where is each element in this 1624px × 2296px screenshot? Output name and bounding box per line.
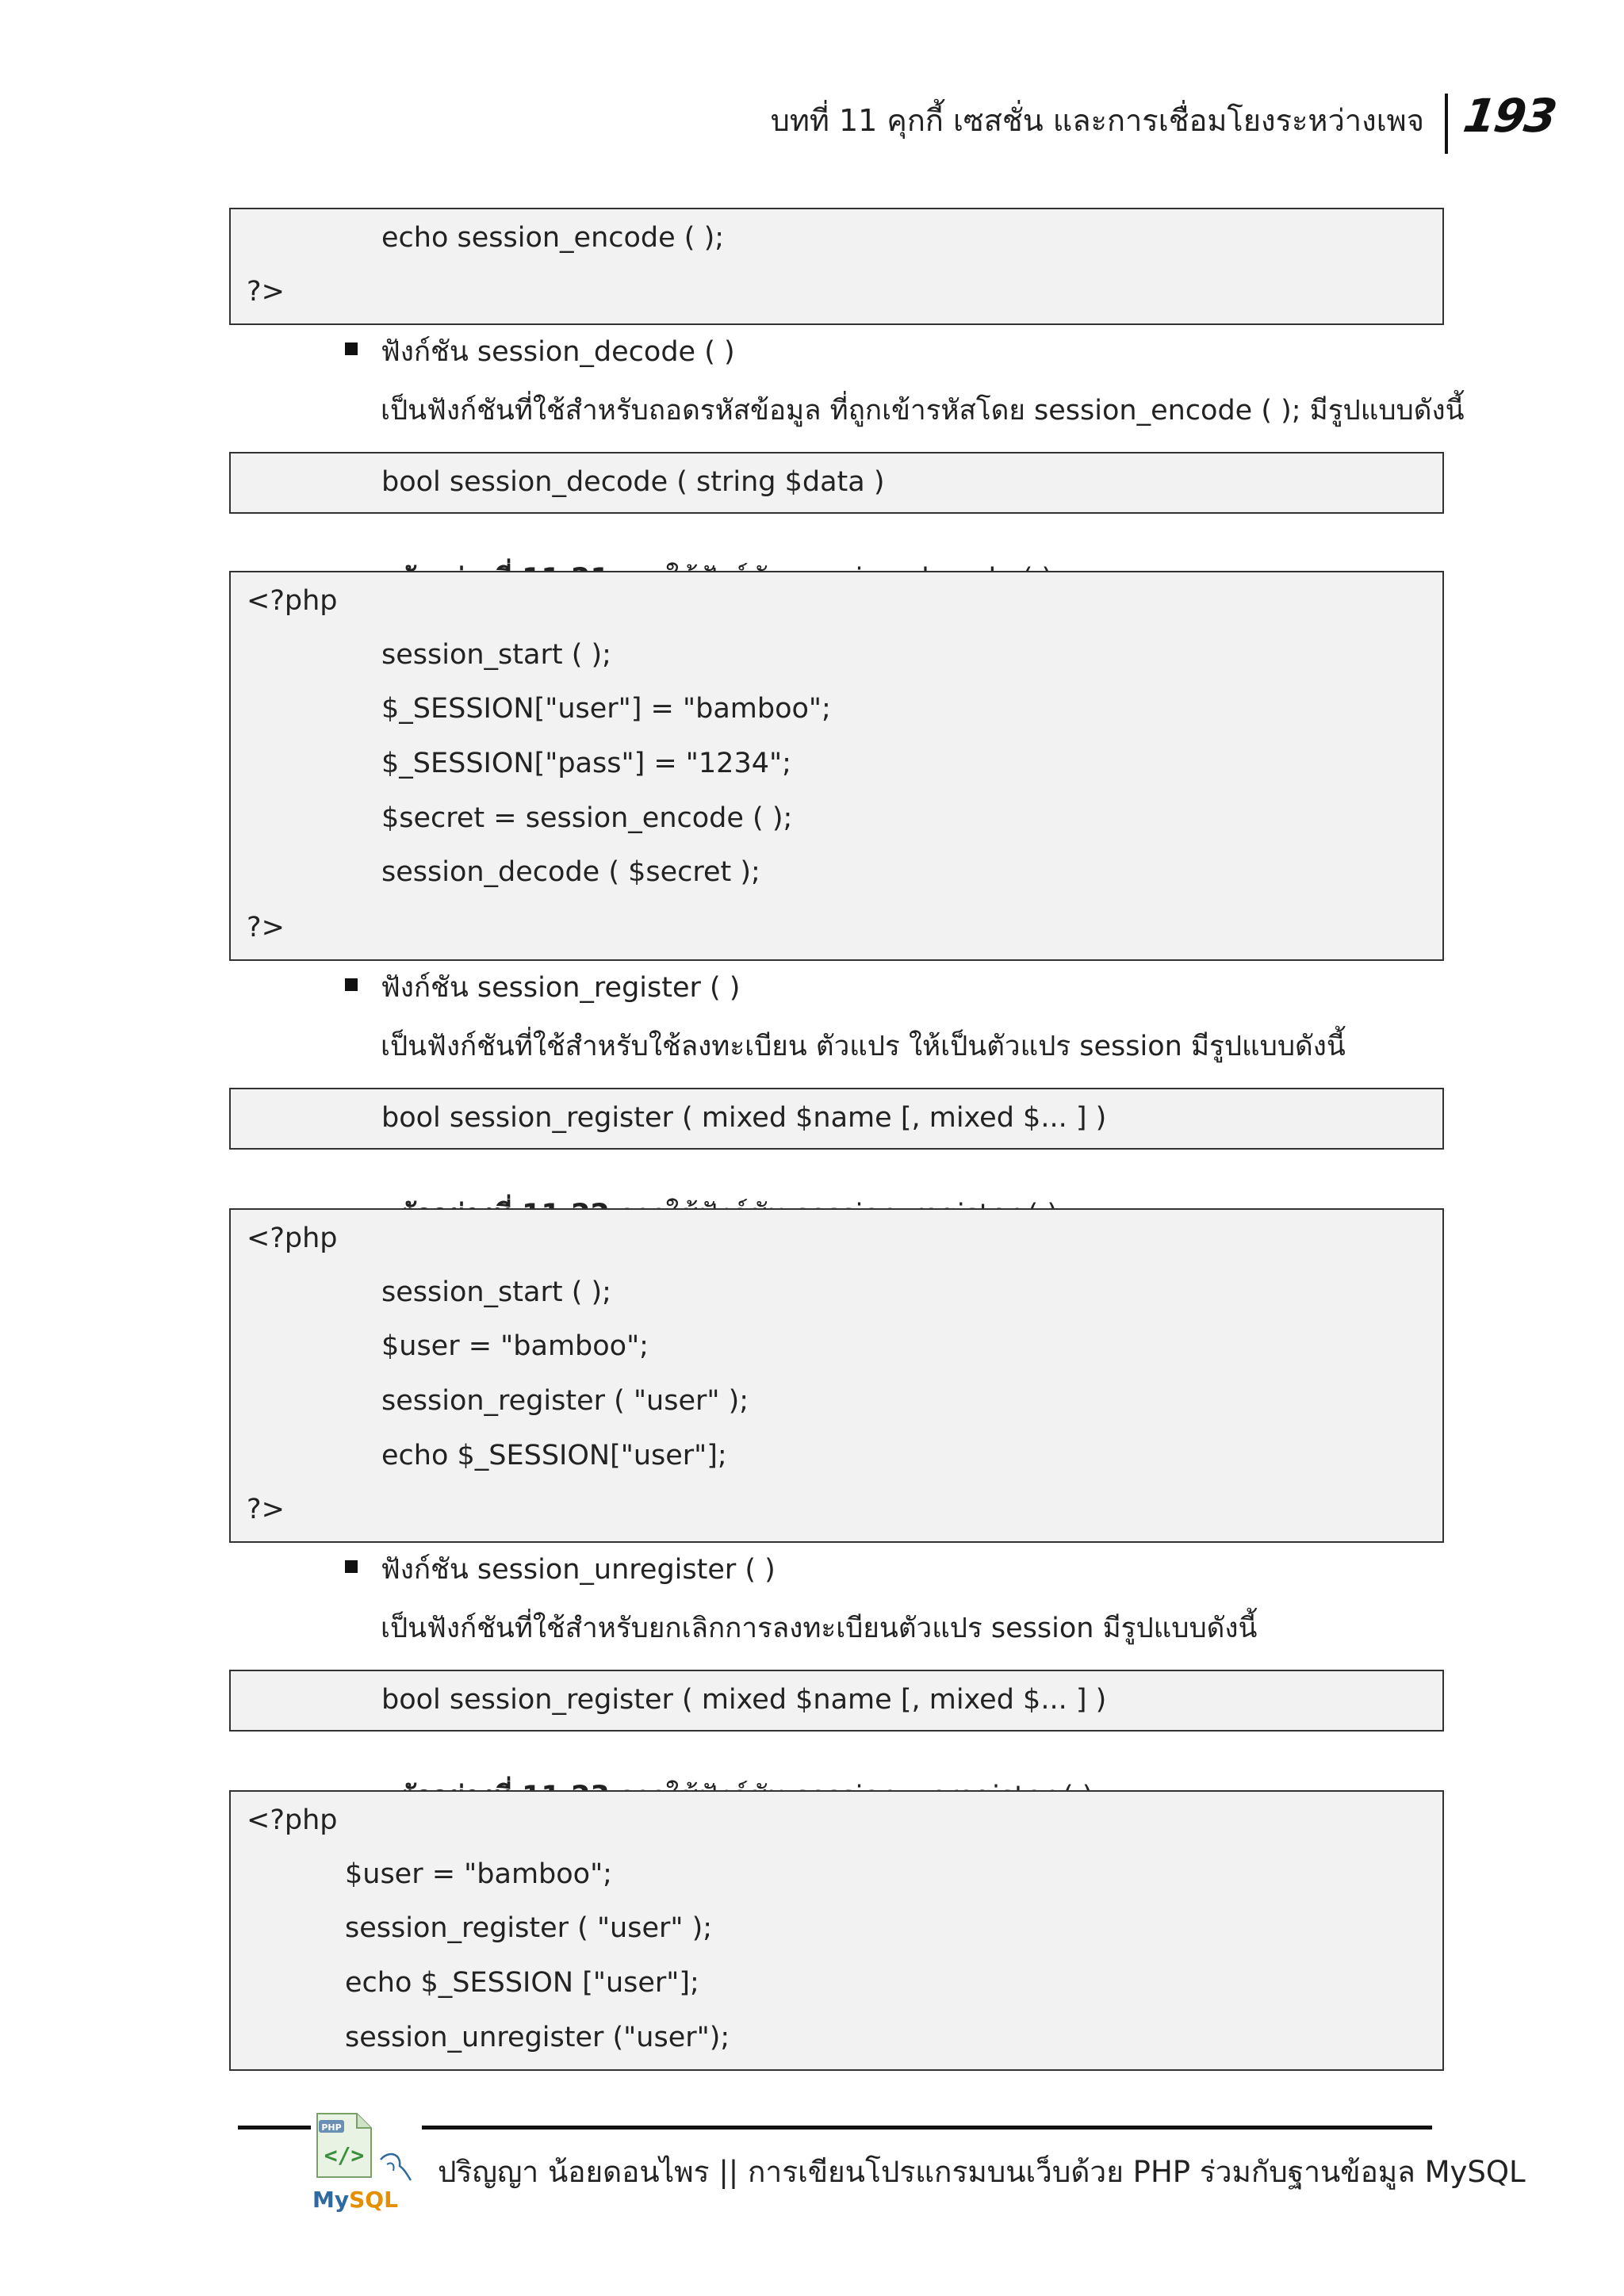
header-divider: [1445, 94, 1448, 154]
syntax-box: [229, 1088, 1444, 1150]
php-mysql-logo: [311, 2109, 422, 2212]
syntax-box: [229, 452, 1444, 514]
code-box-example-11-22: [229, 1208, 1444, 1543]
code-line: echo $_SESSION["user"];: [381, 1440, 727, 1471]
syntax-line: bool session_decode ( string $data ): [381, 466, 885, 498]
syntax-line: bool session_register ( mixed $name [, mixed $... ] ): [381, 1102, 1107, 1134]
code-line: $secret = session_encode ( );: [381, 802, 793, 834]
code-box-encode: [229, 208, 1444, 325]
code-line: session_start ( );: [381, 1276, 611, 1308]
svg-text:</>: </>: [324, 2142, 365, 2168]
function-description: เป็นฟังก์ชันที่ใช้สำหรับถอดรหัสข้อมูล ที่ถูกเข้ารหัสโดย session_encode ( ); มีรูปแบบดังนี้: [381, 395, 1465, 427]
code-line: <?php: [247, 1223, 338, 1254]
code-line: $_SESSION["pass"] = "1234";: [381, 748, 791, 779]
function-description: เป็นฟังก์ชันที่ใช้สำหรับใช้ลงทะเบียน ตัวแปร ให้เป็นตัวแปร session มีรูปแบบดังนี้: [381, 1031, 1346, 1062]
code-line: $user = "bamboo";: [381, 1330, 649, 1362]
function-title: ฟังก์ชัน session_unregister ( ): [381, 1554, 776, 1586]
code-line: <?php: [247, 1804, 338, 1836]
code-line: session_start ( );: [381, 639, 611, 671]
bullet-icon: [345, 1560, 358, 1573]
code-line: echo $_SESSION ["user"];: [345, 1967, 699, 1999]
code-box-example-11-23: [229, 1790, 1444, 2071]
code-line: session_register ( "user" );: [381, 1385, 749, 1417]
footer-text: ปริญญา น้อยดอนไพร || การเขียนโปรแกรมบนเว็บด้วย PHP ร่วมกับฐานข้อมูล MySQL: [438, 2155, 1526, 2189]
function-description: เป็นฟังก์ชันที่ใช้สำหรับยกเลิกการลงทะเบียนตัวแปร session มีรูปแบบดังนี้: [381, 1613, 1258, 1644]
code-line: $user = "bamboo";: [345, 1858, 612, 1890]
bullet-icon: [345, 342, 358, 355]
chapter-title: บทที่ 11 คุกกี้ เซสชั่น และการเชื่อมโยงระหว่างเพจ: [770, 103, 1424, 138]
function-title: ฟังก์ชัน session_decode ( ): [381, 336, 735, 368]
code-line: session_unregister ("user");: [345, 2022, 730, 2053]
code-line: ?>: [247, 276, 285, 308]
code-line: ?>: [247, 1494, 285, 1525]
code-line: <?php: [247, 585, 338, 617]
code-box-example-11-21: [229, 571, 1444, 961]
page-number: 193: [1460, 89, 1559, 143]
bullet-icon: [345, 978, 358, 991]
code-line: ?>: [247, 912, 285, 943]
mysql-wordmark: MySQL: [312, 2187, 398, 2212]
code-line: $_SESSION["user"] = "bamboo";: [381, 693, 831, 725]
syntax-box: [229, 1670, 1444, 1732]
logo-icon: [311, 2109, 422, 2212]
code-line: echo session_encode ( );: [381, 222, 725, 254]
syntax-line: bool session_register ( mixed $name [, mixed $... ] ): [381, 1684, 1107, 1716]
code-line: session_decode ( $secret );: [381, 856, 760, 888]
function-title: ฟังก์ชัน session_register ( ): [381, 972, 741, 1004]
code-line: session_register ( "user" );: [345, 1912, 713, 1944]
php-badge-text: PHP: [321, 2122, 342, 2133]
